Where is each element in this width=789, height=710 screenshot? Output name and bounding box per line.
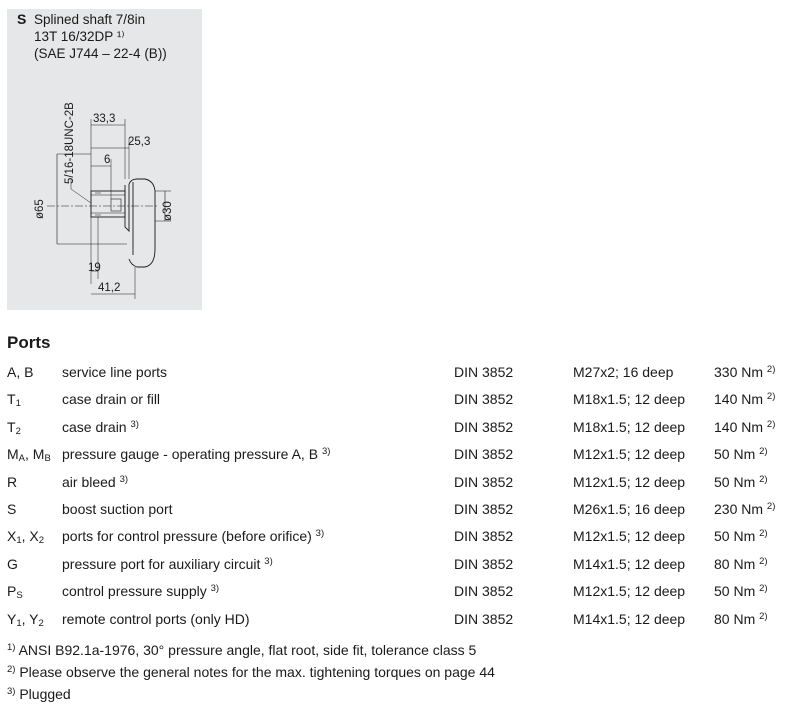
port-code-mid: , M: [25, 446, 45, 463]
torque-value: 80 Nm: [714, 555, 756, 572]
port-thread: M12x1.5; 12 deep: [573, 473, 686, 490]
port-code-sub: B: [44, 453, 51, 465]
port-code-text: M: [7, 446, 19, 463]
shaft-drawing-panel: [7, 9, 202, 310]
torque-value: 140 Nm: [714, 418, 764, 435]
port-standard: DIN 3852: [454, 391, 514, 408]
port-code-text: G: [7, 555, 18, 572]
port-code: [7, 419, 21, 437]
port-code-text: R: [7, 473, 18, 490]
port-desc-text: control pressure supply: [62, 583, 207, 600]
port-code: [7, 611, 44, 629]
footnote-text: Please observe the general notes for the max. tightening torques on page 44: [15, 664, 495, 680]
footnote-ref: 2): [759, 473, 768, 485]
port-code-text: T: [7, 391, 16, 408]
port-desc-text: pressure port for auxiliary circuit: [62, 555, 261, 572]
port-code: [7, 391, 21, 409]
port-thread: M18x1.5; 12 deep: [573, 418, 686, 435]
port-thread: M14x1.5; 12 deep: [573, 555, 686, 572]
footnote-1: [7, 638, 495, 660]
port-thread: M27x2; 16 deep: [573, 364, 674, 380]
port-code: [7, 501, 16, 517]
port-code: [7, 474, 17, 490]
table-row: [0, 583, 789, 605]
shaft-line-2: 13T 16/32DP ¹⁾: [34, 29, 125, 44]
port-desc-text: remote control ports (only HD): [62, 610, 250, 627]
footnote-ref: 2): [766, 364, 776, 375]
footnote-mark: 1): [7, 642, 16, 653]
port-code-sub: 1: [16, 617, 22, 629]
port-code-text: S: [7, 501, 17, 517]
port-desc-text: case drain: [62, 418, 127, 435]
ports-heading: Ports: [7, 333, 51, 352]
torque-value: 50 Nm: [714, 446, 756, 463]
port-code-mid: , Y: [21, 610, 39, 627]
port-description: [62, 419, 139, 435]
port-torque: [714, 391, 775, 407]
torque-value: 330 Nm: [714, 364, 764, 380]
port-thread: M12x1.5; 12 deep: [573, 583, 686, 600]
port-thread: M26x1.5; 16 deep: [573, 501, 686, 517]
table-row: [0, 474, 789, 496]
footnote-text: ANSI B92.1a-1976, 30° pressure angle, flat root, side fit, tolerance class 5: [15, 642, 477, 658]
torque-value: 50 Nm: [714, 583, 756, 600]
port-code: [7, 446, 51, 464]
port-standard: DIN 3852: [454, 473, 514, 490]
port-description: [62, 583, 219, 599]
table-row: [0, 391, 789, 413]
port-torque: [714, 528, 768, 544]
port-description: [62, 501, 173, 517]
port-code: [7, 528, 44, 546]
port-code-sub: 1: [16, 535, 22, 547]
footnote-ref: 3): [321, 446, 331, 458]
port-code-sub: A: [18, 453, 26, 465]
footnote-ref: 2): [759, 555, 768, 567]
port-description: [62, 364, 167, 380]
footnote-ref: 2): [759, 610, 768, 622]
footnote-ref: 3): [130, 418, 139, 430]
port-thread: M12x1.5; 12 deep: [573, 446, 686, 463]
footnote-ref: 3): [119, 473, 129, 485]
dim-33-3: 33,3: [93, 113, 116, 125]
port-torque: [714, 446, 768, 462]
torque-value: 230 Nm: [714, 501, 764, 517]
dim-25-3: 25,3: [128, 136, 151, 148]
port-desc-text: air bleed: [62, 473, 116, 490]
shaft-line-3: (SAE J744 – 22-4 (B)): [34, 46, 167, 61]
port-torque: [714, 364, 775, 380]
dim-dia-65: ø65: [34, 199, 46, 219]
port-desc-text: pressure gauge - operating pressure A, B: [62, 446, 319, 463]
table-row: [0, 556, 789, 578]
footnote-3: [7, 682, 495, 704]
port-standard: DIN 3852: [454, 364, 514, 380]
port-code: [7, 364, 33, 380]
dim-19: 19: [88, 262, 101, 274]
port-code-text: A, B: [7, 364, 34, 380]
footnote-ref: 2): [766, 418, 776, 430]
port-standard: DIN 3852: [454, 528, 514, 545]
thread-label: 5/16-18UNC-2B: [64, 102, 76, 184]
port-code-text: T: [7, 418, 16, 435]
port-standard: DIN 3852: [454, 555, 514, 572]
torque-value: 50 Nm: [714, 473, 756, 490]
port-description: [62, 556, 273, 572]
port-code-sub: S: [16, 590, 23, 602]
table-row: [0, 419, 789, 441]
shaft-line-1: Splined shaft 7/8in: [34, 12, 146, 27]
torque-value: 80 Nm: [714, 610, 756, 627]
footnote-ref: 2): [759, 446, 768, 458]
port-code-mid: , X: [21, 528, 39, 545]
footnote-ref: 2): [766, 391, 776, 403]
dim-41-2: 41,2: [98, 282, 121, 294]
port-code-sub: 2: [38, 617, 44, 629]
port-thread: M12x1.5; 12 deep: [573, 528, 686, 545]
footnote-ref: 2): [766, 501, 776, 512]
port-code: [7, 556, 18, 572]
port-desc-text: ports for control pressure (before orifice): [62, 528, 312, 545]
port-code-sub: 2: [38, 535, 45, 547]
port-desc-text: service line ports: [62, 364, 168, 380]
port-torque: [714, 419, 775, 435]
footnote-ref: 2): [759, 528, 768, 540]
port-code-text: X: [7, 528, 17, 545]
footnote-ref: 2): [759, 583, 768, 595]
port-standard: DIN 3852: [454, 418, 514, 435]
port-code-text: Y: [7, 610, 17, 627]
footnote-mark: 3): [7, 686, 16, 697]
port-desc-text: boost suction port: [62, 501, 173, 517]
table-row: [0, 528, 789, 550]
footnote-text: Plugged: [15, 686, 71, 702]
footnote-ref: 3): [315, 528, 325, 540]
port-description: [62, 474, 128, 490]
footnotes: [7, 638, 495, 704]
port-torque: [714, 611, 768, 627]
torque-value: 50 Nm: [714, 528, 756, 545]
table-row: [0, 611, 789, 633]
torque-value: 140 Nm: [714, 391, 764, 408]
footnote-ref: 3): [210, 583, 220, 595]
port-thread: M14x1.5; 12 deep: [573, 610, 686, 627]
port-code: [7, 583, 23, 601]
port-description: [62, 528, 324, 544]
port-torque: [714, 583, 768, 599]
shaft-code: S: [17, 11, 27, 27]
port-description: [62, 391, 160, 407]
dim-6: 6: [104, 154, 111, 166]
port-code-text: P: [7, 583, 17, 600]
port-torque: [714, 501, 775, 517]
footnote-mark: 2): [7, 664, 16, 675]
port-description: [62, 446, 330, 462]
port-standard: DIN 3852: [454, 501, 514, 517]
port-torque: [714, 474, 768, 490]
table-row: [0, 446, 789, 468]
port-description: [62, 611, 250, 627]
footnote-ref: 3): [264, 555, 273, 567]
port-code-sub: 2: [15, 425, 21, 437]
footnote-2: [7, 660, 495, 682]
port-code-sub: 1: [15, 398, 21, 410]
table-row: [0, 501, 789, 523]
port-standard: DIN 3852: [454, 583, 514, 600]
port-standard: DIN 3852: [454, 610, 514, 627]
shaft-technical-drawing: [7, 9, 202, 310]
table-row: [0, 364, 789, 386]
port-desc-text: case drain or fill: [62, 391, 161, 408]
port-thread: M18x1.5; 12 deep: [573, 391, 686, 408]
port-standard: DIN 3852: [454, 446, 514, 463]
dim-dia-30: ø30: [162, 201, 174, 221]
port-torque: [714, 556, 768, 572]
